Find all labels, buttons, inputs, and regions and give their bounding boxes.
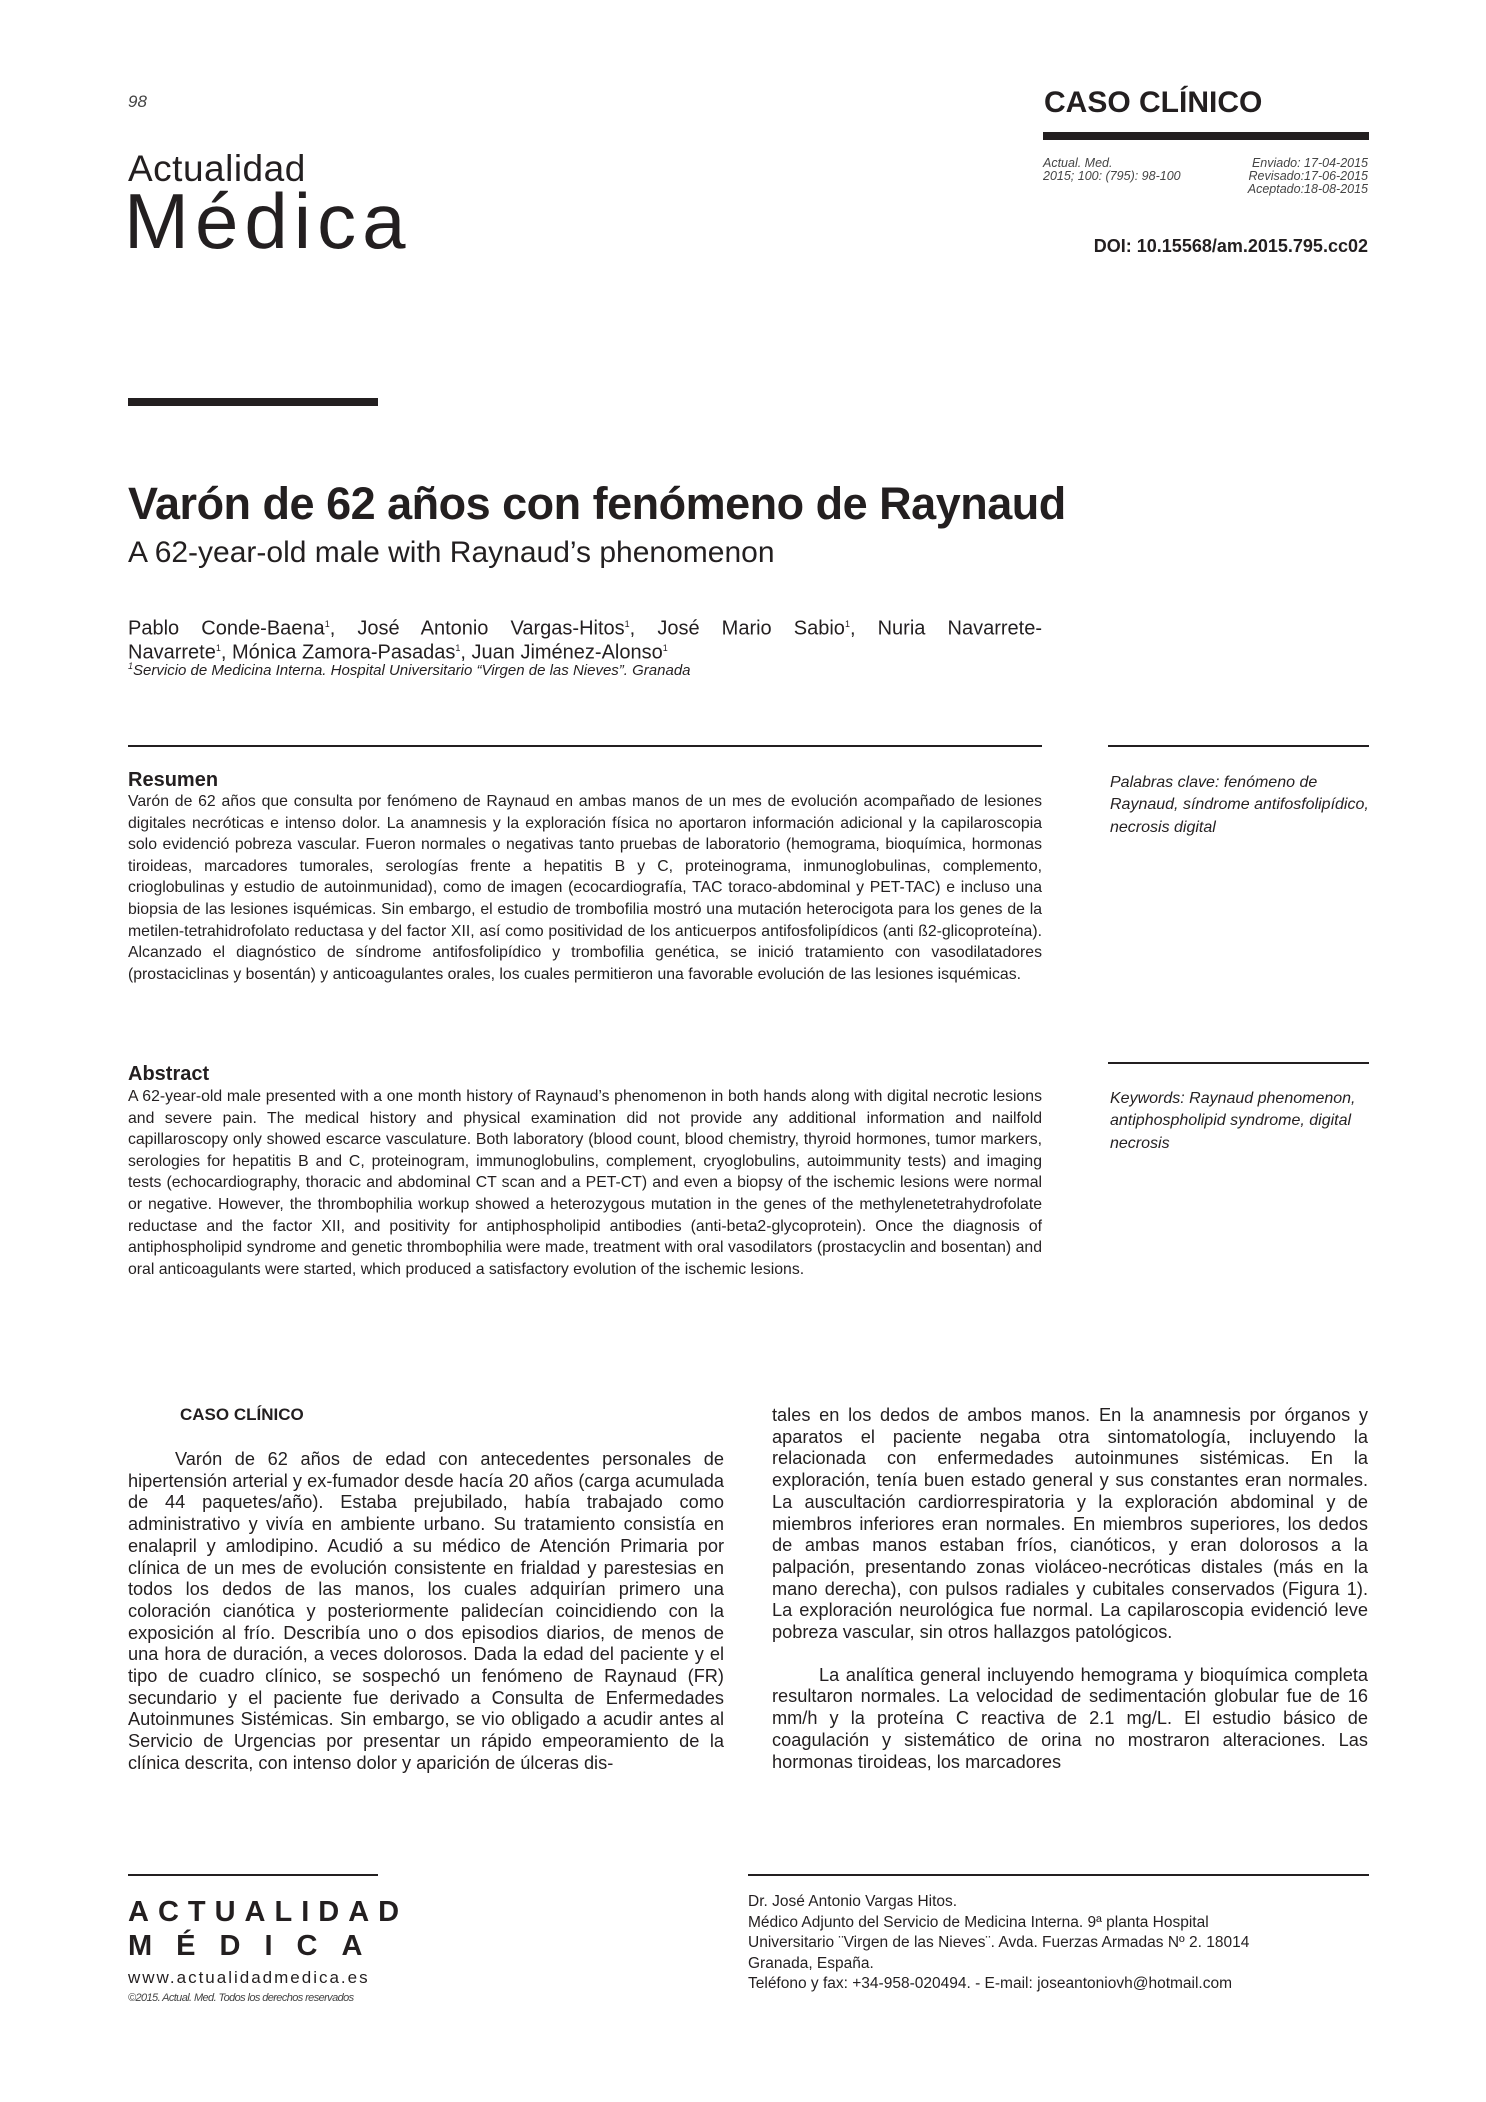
author-separator: , bbox=[629, 617, 658, 640]
citation-line-1: Actual. Med. bbox=[1043, 156, 1113, 170]
author-name: Nuria Navarrete- bbox=[877, 617, 1042, 640]
title-top-rule bbox=[128, 398, 378, 406]
section-label: CASO CLÍNICO bbox=[1044, 86, 1263, 119]
doi: DOI: 10.15568/am.2015.795.cc02 bbox=[1093, 236, 1368, 256]
resumen-text: Varón de 62 años que consulta por fenómeno de Raynaud en ambas manos de un mes de evolución acompañado de lesiones digitales necróticas e intenso dolor. La anamnesis y la exploración física no aportaron información adicional y la capilaroscopia solo evidenció pobreza vascular. Fueron normales o negativas tanto pruebas de laboratorio (hemograma, bioquímica, hormonas tiroideas, marcadores tumorales, serologías frente a hepatitis B y C, proteinograma, inmunoglobulinas, complemento, crioglobulinas y estudio de autoinmunidad), como de imagen (ecocardiografía, TAC toraco-abdominal y PET-TAC) e incluso una biopsia de las lesiones isquémicas. Sin embargo, el estudio de trombofilia mostró una mutación heterocigota para los genes de la metilen-tetrahidrofolato reductasa y del factor XII, así como positividad de los anticuerpos antifosfolipídicos (anti ß2-glicoproteína). Alcanzado el diagnóstico de síndrome antifosfolipídico y trombofilia genética, se inició tratamiento con vasodilatadores (prostaciclinas y bosentán) y anticoagulantes orales, los cuales permitieron una favorable evolución de las lesiones isquémicas. bbox=[128, 793, 1042, 983]
body-paragraph-1: Varón de 62 años de edad con antecedentes personales de hipertensión arterial y ex-fumador desde hacía 20 años (carga acumulada de 44 paquetes/año). Estaba prejubilado, había trabajado como administrativo y vivía en ambiente urbano. Su tratamiento consistía en enalapril y amlodipino. Acudió a su médico de Atención Primaria por clínica de un mes de evolución consistente en frialdad y parestesias en todos los dedos de las manos, los cuales adquirían primero una coloración cianótica y posteriormente palidecían coincidiendo con la exposición al frío. Describía uno o dos episodios diarios, de menos de una hora de duración, a veces dolorosos. Dada la edad del paciente y el tipo de cuadro clínico, se sospechó un fenómeno de Raynaud (FR) secundario y el paciente fue derivado a Consulta de Enfermedades Autoinmunes Sistémicas. Sin embargo, se vio obligado a acudir antes al Servicio de Urgencias por presentar un rápido empeoramiento de la clínica descrita, con intenso dolor y aparición de úlceras dis- bbox=[128, 1449, 724, 1773]
contact-line: Médico Adjunto del Servicio de Medicina Interna. 9ª planta Hospital bbox=[748, 1913, 1209, 1931]
author-affiliation-sup: 1 bbox=[624, 619, 630, 629]
date-sent: Enviado: 17-04-2015 bbox=[1251, 156, 1368, 170]
author-name: Navarrete bbox=[128, 641, 216, 664]
footer-copyright: ©2015. Actual. Med. Todos los derechos reservados bbox=[128, 1992, 354, 2004]
author-separator: , bbox=[220, 641, 232, 664]
citation-line-2: 2015; 100: (795): 98-100 bbox=[1043, 169, 1181, 183]
author-affiliation-sup: 1 bbox=[662, 643, 668, 653]
correspondence bbox=[748, 1892, 1368, 1995]
author-name: Juan Jiménez-Alonso bbox=[471, 641, 663, 664]
article-subtitle: A 62-year-old male with Raynaud’s phenomenon bbox=[128, 536, 775, 569]
resumen-rule bbox=[128, 745, 1042, 747]
body-section-heading: CASO CLÍNICO bbox=[180, 1405, 304, 1424]
contact-line: Granada, España. bbox=[748, 1954, 874, 1972]
contact-line[interactable]: Teléfono y fax: +34-958-020494. - E-mail: joseantoniovh@hotmail.com bbox=[748, 1975, 1233, 1992]
abstract-heading: Abstract bbox=[128, 1063, 210, 1085]
contact-line: Universitario ¨Virgen de las Nieves¨. Avda. Fuerzas Armadas Nº 2. 18014 bbox=[748, 1934, 1250, 1951]
footer-left-rule bbox=[128, 1874, 378, 1876]
contact-line: Dr. José Antonio Vargas Hitos. bbox=[748, 1893, 958, 1910]
footer-url[interactable]: www.actualidadmedica.es bbox=[128, 1968, 370, 1987]
citation bbox=[1043, 157, 1181, 183]
author-separator: , bbox=[329, 617, 358, 640]
author-separator: , bbox=[460, 641, 472, 664]
resumen-heading: Resumen bbox=[128, 769, 219, 791]
keywords-en: Keywords: Raynaud phenomenon, antiphospholipid syndrome, digital necrosis bbox=[1110, 1090, 1356, 1152]
date-revised: Revisado:17-06-2015 bbox=[1248, 169, 1368, 183]
journal-logo-actualidad: Actualidad bbox=[128, 148, 306, 189]
keywords-es-rule bbox=[1108, 745, 1369, 747]
author-name: Pablo Conde-Baena bbox=[128, 617, 325, 640]
footer-logo-medica: MÉDICA bbox=[128, 1930, 387, 1962]
author-affiliation-sup: 1 bbox=[215, 643, 221, 653]
article-title: Varón de 62 años con fenómeno de Raynaud bbox=[128, 478, 1066, 529]
journal-logo-medica: Médica bbox=[124, 177, 412, 265]
body-paragraph-2: tales en los dedos de ambos manos. En la anamnesis por órganos y aparatos el paciente negaba otra sintomatología, incluyendo la relacionada con enfermedades autoinmunes sistémicas. En la exploración, tenía buen estado general y sus constantes eran normales. La auscultación cardiorrespiratoria y la exploración abdominal y de miembros inferiores eran normales. En miembros superiores, los dedos de ambas manos estaban fríos, cianóticos, y eran dolorosos a la palpación, presentando zonas violáceo-necróticas distales (más en la mano derecha), con pulsos radiales y cubitales conservados (Figura 1). La exploración neurológica fue normal. La capilaroscopia evidenció leve pobreza vascular, sin otros hallazgos patológicos. bbox=[772, 1405, 1368, 1643]
author-affiliation-sup: 1 bbox=[324, 619, 330, 629]
affiliation-text: Servicio de Medicina Interna. Hospital Universitario “Virgen de las Nieves”. Granada bbox=[133, 662, 691, 679]
footer-right-rule bbox=[748, 1874, 1369, 1876]
author-separator: , bbox=[849, 617, 878, 640]
author-name: José Antonio Vargas-Hitos bbox=[357, 617, 625, 640]
section-label-rule bbox=[1043, 132, 1369, 140]
dates bbox=[1180, 157, 1368, 196]
affiliation-sup: 1 bbox=[128, 661, 134, 671]
page-number: 98 bbox=[128, 92, 147, 111]
author-affiliation-sup: 1 bbox=[844, 619, 850, 629]
abstract-text: A 62-year-old male presented with a one month history of Raynaud’s phenomenon in both hands along with digital necrotic lesions and severe pain. The medical history and physical examination did not provide any additional information and nailfold capillaroscopy only showed escarce vasculature. Both laboratory (blood count, blood chemistry, thyroid hormones, tumor markers, serologies for hepatitis B and C, proteinogram, immunoglobulins, complement, cryoglobulins, autoimmunity tests) and imaging tests (echocardiography, thoracic and abdominal CT scan and a PET-CT) and even a biopsy of the ischemic lesions were normal or negative. However, the thrombophilia workup showed a heterozygous mutation in the genes of the methylenetetrahydrofolate reductase and the factor XII, and positivity for antiphospholipid antibodies (anti-beta2-glycoprotein). Once the diagnosis of antiphospholipid syndrome and genetic thrombophilia were made, treatment with oral vasodilators (prostacyclin and bosentan) and oral anticoagulants were started, which produced a satisfactory evolution of the ischemic lesions. bbox=[128, 1088, 1042, 1278]
body-paragraph-3: La analítica general incluyendo hemograma y bioquímica completa resultaron normales. La velocidad de sedimentación globular fue de 16 mm/h y la proteína C reactiva de 2.1 mg/L. El estudio básico de coagulación y sistemático de orina no mostraron alteraciones. Las hormonas tiroideas, los marcadores bbox=[772, 1664, 1368, 1772]
author-name: José Mario Sabio bbox=[657, 617, 845, 640]
body-right-column bbox=[772, 1405, 1368, 1773]
date-accepted: Aceptado:18-08-2015 bbox=[1247, 182, 1368, 196]
keywords-es: Palabras clave: fenómeno de Raynaud, síndrome antifosfolipídico, necrosis digital bbox=[1110, 774, 1369, 836]
footer-logo-actualidad: ACTUALIDAD bbox=[128, 1896, 409, 1928]
author-name: Mónica Zamora-Pasadas bbox=[231, 641, 456, 664]
body-left-column bbox=[128, 1449, 724, 1775]
author-affiliation-sup: 1 bbox=[455, 643, 461, 653]
keywords-en-rule bbox=[1108, 1062, 1369, 1064]
affiliation bbox=[128, 661, 691, 679]
